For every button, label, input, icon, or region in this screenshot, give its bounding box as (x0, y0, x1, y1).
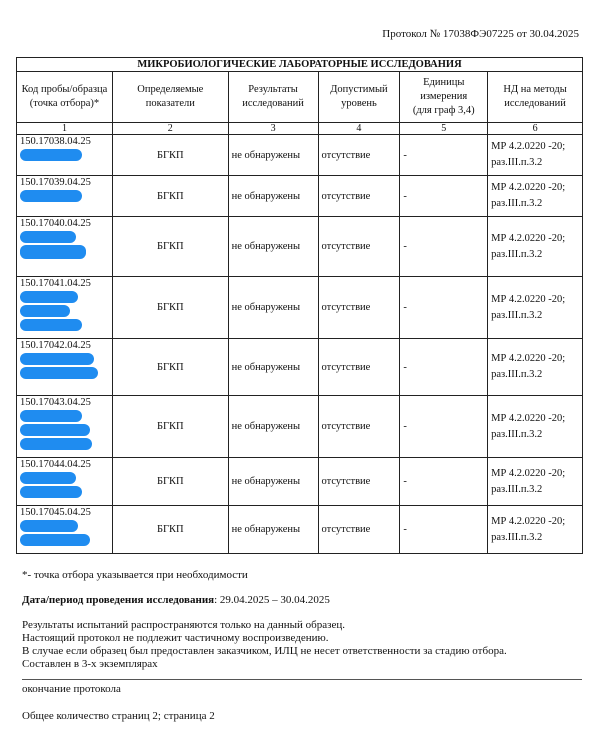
column-numbers (17, 123, 583, 135)
unit-cell: - (400, 217, 488, 277)
indicator-cell: БГКП (112, 339, 228, 396)
redaction-mark (20, 486, 82, 498)
footnote: *- точка отбора указывается при необходимости (22, 569, 248, 581)
redaction-mark (20, 245, 86, 259)
redaction-mark (20, 305, 70, 317)
period-value: : 29.04.2025 – 30.04.2025 (214, 594, 330, 606)
nd-cell: МР 4.2.0220 -20; раз.III.п.3.2 (488, 339, 583, 396)
table-row (17, 458, 583, 506)
notes-block (22, 619, 507, 671)
sample-code-cell (17, 506, 113, 554)
column-number: 1 (17, 123, 113, 135)
sample-code-cell (17, 396, 113, 458)
column-header-code: Код пробы/образца (точка отбора)* (17, 72, 113, 123)
redaction-mark (20, 472, 76, 484)
result-cell: не обнаружены (228, 458, 318, 506)
indicator-cell: БГКП (112, 458, 228, 506)
column-header-allowed: Допустимый уровень (318, 72, 400, 123)
sample-code: 150.17044.04.25 (20, 459, 91, 470)
sample-code: 150.17039.04.25 (20, 177, 91, 188)
nd-cell: МР 4.2.0220 -20; раз.III.п.3.2 (488, 458, 583, 506)
redaction-mark (20, 190, 82, 202)
table-row (17, 396, 583, 458)
sample-code-cell (17, 135, 113, 176)
table-row (17, 176, 583, 217)
note-line: Составлен в 3-х экземплярах (22, 658, 158, 670)
sample-code: 150.17041.04.25 (20, 278, 91, 289)
page-count: Общее количество страниц 2; страница 2 (22, 710, 215, 722)
end-of-protocol: окончание протокола (22, 683, 121, 695)
protocol-header: Протокол № 17038ФЭ07225 от 30.04.2025 (382, 28, 579, 40)
column-headers (17, 72, 583, 123)
nd-cell: МР 4.2.0220 -20; раз.III.п.3.2 (488, 277, 583, 339)
unit-cell: - (400, 277, 488, 339)
indicator-cell: БГКП (112, 176, 228, 217)
column-number: 4 (318, 123, 400, 135)
period-line (22, 594, 330, 606)
redaction-mark (20, 534, 90, 546)
redaction-mark (20, 231, 76, 243)
result-cell: не обнаружены (228, 217, 318, 277)
allowed-cell: отсутствие (318, 135, 400, 176)
sample-code: 150.17045.04.25 (20, 507, 91, 518)
table-title: МИКРОБИОЛОГИЧЕСКИЕ ЛАБОРАТОРНЫЕ ИССЛЕДОВАНИЯ (17, 58, 583, 72)
table-row (17, 339, 583, 396)
sample-code: 150.17043.04.25 (20, 397, 91, 408)
sample-code: 150.17040.04.25 (20, 218, 91, 229)
allowed-cell: отсутствие (318, 396, 400, 458)
unit-cell: - (400, 396, 488, 458)
allowed-cell: отсутствие (318, 339, 400, 396)
nd-cell: МР 4.2.0220 -20; раз.III.п.3.2 (488, 176, 583, 217)
allowed-cell: отсутствие (318, 506, 400, 554)
table-row (17, 135, 583, 176)
indicator-cell: БГКП (112, 506, 228, 554)
note-line: Настоящий протокол не подлежит частичному воспроизведению. (22, 632, 329, 644)
allowed-cell: отсутствие (318, 217, 400, 277)
indicator-cell: БГКП (112, 277, 228, 339)
column-number: 2 (112, 123, 228, 135)
note-line: В случае если образец был предоставлен заказчиком, ИЛЦ не несет ответственности за стадию отбора. (22, 645, 507, 657)
indicator-cell: БГКП (112, 396, 228, 458)
sample-code-cell (17, 217, 113, 277)
table-row (17, 277, 583, 339)
divider (22, 679, 582, 680)
note-line: Результаты испытаний распространяются только на данный образец. (22, 619, 345, 631)
nd-cell: МР 4.2.0220 -20; раз.III.п.3.2 (488, 217, 583, 277)
sample-code-cell (17, 277, 113, 339)
result-cell: не обнаружены (228, 506, 318, 554)
redaction-mark (20, 367, 98, 379)
unit-cell: - (400, 458, 488, 506)
column-header-nd: НД на методы исследований (488, 72, 583, 123)
unit-cell: - (400, 176, 488, 217)
column-number: 5 (400, 123, 488, 135)
table-row (17, 217, 583, 277)
unit-cell: - (400, 135, 488, 176)
sample-code-cell (17, 458, 113, 506)
sample-code: 150.17038.04.25 (20, 136, 91, 147)
unit-cell: - (400, 339, 488, 396)
allowed-cell: отсутствие (318, 458, 400, 506)
redaction-mark (20, 424, 90, 436)
sample-code: 150.17042.04.25 (20, 340, 91, 351)
column-header-result: Результаты исследований (228, 72, 318, 123)
redaction-mark (20, 149, 82, 161)
table-row (17, 506, 583, 554)
sample-code-cell (17, 176, 113, 217)
result-cell: не обнаружены (228, 176, 318, 217)
column-header-indicator: Определяемые показатели (112, 72, 228, 123)
redaction-mark (20, 353, 94, 365)
result-cell: не обнаружены (228, 339, 318, 396)
column-number: 6 (488, 123, 583, 135)
period-label: Дата/период проведения исследования (22, 594, 215, 606)
column-number: 3 (228, 123, 318, 135)
results-table (16, 57, 583, 554)
allowed-cell: отсутствие (318, 277, 400, 339)
redaction-mark (20, 520, 78, 532)
nd-cell: МР 4.2.0220 -20; раз.III.п.3.2 (488, 506, 583, 554)
column-header-unit: Единицы измерения (для граф 3,4) (400, 72, 488, 123)
result-cell: не обнаружены (228, 396, 318, 458)
indicator-cell: БГКП (112, 135, 228, 176)
allowed-cell: отсутствие (318, 176, 400, 217)
redaction-mark (20, 438, 92, 450)
indicator-cell: БГКП (112, 217, 228, 277)
result-cell: не обнаружены (228, 135, 318, 176)
redaction-mark (20, 319, 82, 331)
nd-cell: МР 4.2.0220 -20; раз.III.п.3.2 (488, 396, 583, 458)
redaction-mark (20, 291, 78, 303)
result-cell: не обнаружены (228, 277, 318, 339)
sample-code-cell (17, 339, 113, 396)
redaction-mark (20, 410, 82, 422)
unit-cell: - (400, 506, 488, 554)
nd-cell: МР 4.2.0220 -20; раз.III.п.3.2 (488, 135, 583, 176)
